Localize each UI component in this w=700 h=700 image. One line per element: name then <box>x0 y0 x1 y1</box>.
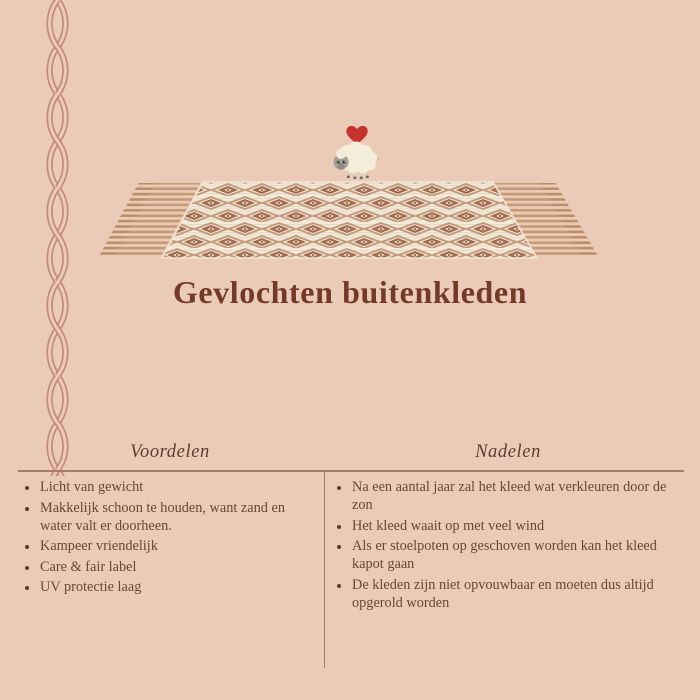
page-title: Gevlochten buitenkleden <box>172 274 528 310</box>
list-item: • UV protectie laag <box>39 578 320 596</box>
list-item: • Na een aantal jaar zal het kleed wat verkleuren door de zon <box>351 478 684 514</box>
sheep-icon <box>325 120 381 182</box>
rug-illustration <box>92 170 612 262</box>
braid-ornament <box>41 0 74 476</box>
pros-column <box>20 442 320 599</box>
list-item: • Care & fair label <box>39 558 320 576</box>
list-item: • Licht van gewicht <box>39 478 320 496</box>
list-item: • Als er stoelpoten op geschoven worden kan het kleed kapot gaan <box>351 537 684 573</box>
list-item: • Kampeer vriendelijk <box>39 537 320 555</box>
cons-header: Nadelen <box>475 442 541 462</box>
pros-list <box>20 478 320 596</box>
cons-list <box>332 478 684 612</box>
rug-woven-body <box>162 182 537 258</box>
pros-header: Voordelen <box>130 442 210 462</box>
list-item: • Het kleed waait op met veel wind <box>351 517 684 535</box>
list-item: • Makkelijk schoon te houden, want zand en water valt er doorheen. <box>39 499 320 535</box>
cons-column <box>332 442 684 614</box>
heart-icon <box>346 126 367 144</box>
list-item: • De kleden zijn niet opvouwbaar en moeten dus altijd opgerold worden <box>351 576 684 612</box>
column-divider <box>324 471 326 668</box>
